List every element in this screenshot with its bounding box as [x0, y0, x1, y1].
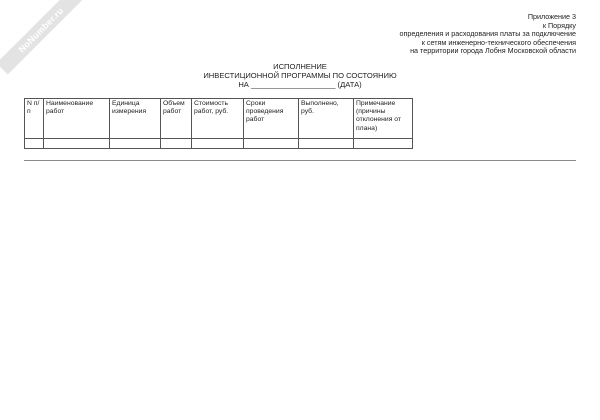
- document-title: [150, 63, 450, 89]
- title-line: ИСПОЛНЕНИЕ: [273, 62, 327, 71]
- table-row: [25, 139, 413, 149]
- appendix-line: определения и расходования платы за подключение: [399, 29, 576, 39]
- table-cell: [299, 139, 354, 149]
- divider-line: [24, 160, 576, 161]
- column-header: Объем работ: [161, 99, 192, 139]
- column-header: Примечание (причины отклонения от плана): [354, 99, 413, 139]
- table-cell: [192, 139, 244, 149]
- table-cell: [161, 139, 192, 149]
- appendix-line: на территории города Лобня Московской области: [410, 46, 576, 56]
- column-header: Стоимость работ, руб.: [192, 99, 244, 139]
- table-cell: [44, 139, 110, 149]
- title-date-line: НА ____________________ (ДАТА): [238, 79, 362, 89]
- column-header: Выполнено, руб.: [299, 99, 354, 139]
- table-cell: [110, 139, 161, 149]
- column-header: Наименование работ: [44, 99, 110, 139]
- appendix-header: [316, 13, 576, 56]
- report-table: [24, 98, 413, 149]
- column-header: Сроки проведения работ: [244, 99, 299, 139]
- appendix-line: к сетям инженерно-технического обеспечения: [421, 37, 576, 47]
- table-cell: [244, 139, 299, 149]
- table-cell: [354, 139, 413, 149]
- title-line: ИНВЕСТИЦИОННОЙ ПРОГРАММЫ ПО СОСТОЯНИЮ: [203, 70, 397, 80]
- column-header: N п/п: [25, 99, 44, 139]
- column-header: Единица измерения: [110, 99, 161, 139]
- table-header-row: [25, 99, 413, 139]
- watermark: NoNumber.ru: [0, 0, 86, 75]
- table-cell: [25, 139, 44, 149]
- appendix-line: к Порядку: [542, 20, 576, 30]
- appendix-line: Приложение 3: [527, 12, 576, 21]
